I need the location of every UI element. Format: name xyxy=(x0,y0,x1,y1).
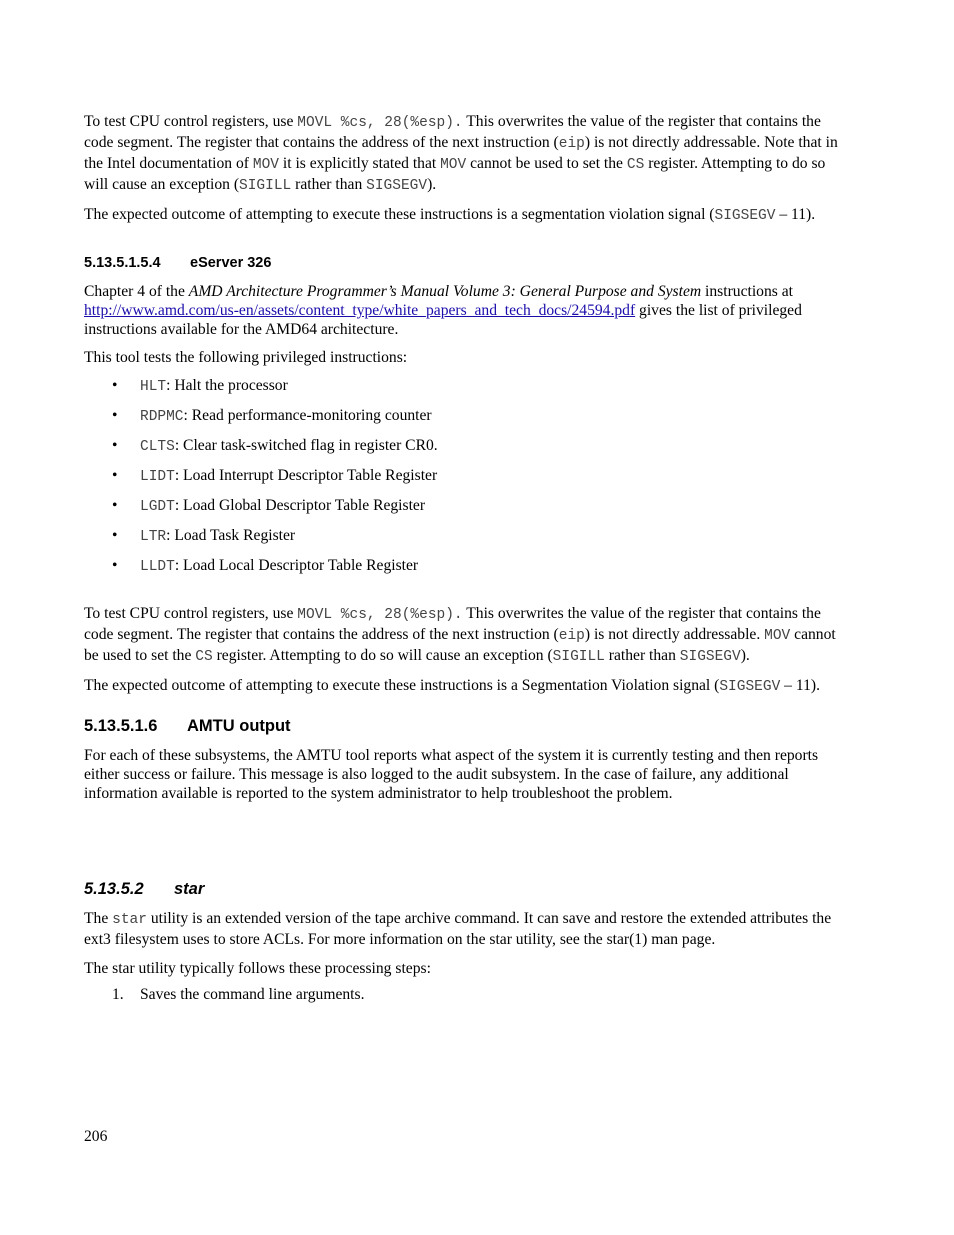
instruction-item xyxy=(84,436,844,466)
instruction-code: LIDT xyxy=(140,469,175,485)
instruction-code: RDPMC xyxy=(140,409,184,425)
bullet-icon: • xyxy=(112,527,118,544)
instruction-separator: : xyxy=(183,407,192,424)
paragraph-amd-manual: Chapter 4 of the AMD Architecture Programmer’s Manual Volume 3: General Purpose and System instructions at http://www.amd.com/us-en/assets/content_type/white_papers_and_tech_docs/24594.pdf gives the list of privileged instructions available for the AMD64 architecture. xyxy=(84,283,802,338)
code-mov: MOV xyxy=(440,157,467,173)
instruction-item xyxy=(84,376,844,406)
paragraph-star-steps: The star utility typically follows these processing steps: xyxy=(84,960,431,977)
privileged-instruction-list xyxy=(84,376,844,586)
instruction-separator: : xyxy=(174,437,184,454)
list-item xyxy=(84,985,844,1005)
bullet-icon: • xyxy=(112,557,118,574)
book-title: AMD Architecture Programmer’s Manual Volume 3: General Purpose and System xyxy=(188,283,702,300)
code-sigsegv: SIGSEGV xyxy=(366,178,428,194)
instruction-description: Load Global Descriptor Table Register xyxy=(183,497,426,514)
instruction-description: Read performance-monitoring counter xyxy=(191,407,432,424)
heading-number: 5.13.5.1.5.4 xyxy=(84,255,161,271)
code-sigsegv: SIGSEGV xyxy=(714,208,776,224)
code-mov: MOV xyxy=(764,628,791,644)
heading-title: eServer 326 xyxy=(190,255,272,271)
page-number: 206 xyxy=(84,1128,108,1145)
code-movl: MOVL %cs, 28(%esp). xyxy=(297,607,463,623)
bullet-icon: • xyxy=(112,437,118,454)
step-number: 1. xyxy=(112,986,124,1003)
code-movl: MOVL %cs, 28(%esp). xyxy=(297,115,463,131)
instruction-code: LTR xyxy=(140,529,167,545)
paragraph-expected-outcome-2: The expected outcome of attempting to execute these instructions is a Segmentation Violation signal (SIGSEGV – 11). xyxy=(84,677,820,695)
code-cs: CS xyxy=(195,649,213,665)
heading-number: 5.13.5.2 xyxy=(84,880,144,898)
bullet-icon: • xyxy=(112,467,118,484)
code-sigill: SIGILL xyxy=(239,178,292,194)
paragraph-star-utility: The star utility is an extended version of the tape archive command. It can save and restore the extended attributes the ext3 filesystem uses to store ACLs. For more information on the star utility, see the star(1) man page. xyxy=(84,910,832,948)
instruction-item xyxy=(84,556,844,586)
instruction-code: LGDT xyxy=(140,499,175,515)
paragraph-tool-tests: This tool tests the following privileged instructions: xyxy=(84,349,408,366)
bullet-icon: • xyxy=(112,407,118,424)
document-page xyxy=(84,112,844,1005)
instruction-code: CLTS xyxy=(140,439,175,455)
instruction-description: Load Task Register xyxy=(174,527,296,544)
instruction-description: Clear task-switched flag in register CR0. xyxy=(183,437,438,454)
instruction-separator: : xyxy=(174,497,184,514)
amd-manual-link[interactable]: http://www.amd.com/us-en/assets/content_type/white_papers_and_tech_docs/24594.pdf xyxy=(84,302,636,319)
code-sigsegv: SIGSEGV xyxy=(679,649,741,665)
code-mov: MOV xyxy=(252,157,279,173)
heading-eserver-326 xyxy=(84,253,844,273)
paragraph-expected-outcome-1: The expected outcome of attempting to execute these instructions is a segmentation violation signal (SIGSEGV – 11). xyxy=(84,206,816,224)
instruction-description: Halt the processor xyxy=(174,377,288,394)
instruction-code: LLDT xyxy=(140,559,175,575)
code-eip: eip xyxy=(558,136,585,152)
code-star: star xyxy=(112,912,147,928)
code-cs: CS xyxy=(626,157,645,173)
instruction-item xyxy=(84,406,844,436)
paragraph-cpu-control-intel: To test CPU control registers, use MOVL %cs, 28(%esp). This overwrites the value of the register that contains the code segment. The register that contains the address of the next instruction (eip) is not directly addressable. Note that in the Intel documentation of MOV it is explicitly stated that MOV cannot be used to set the CS register. Attempting to do so will cause an exception (SIGILL rather than SIGSEGV). xyxy=(84,113,838,194)
instruction-separator: : xyxy=(174,467,184,484)
bullet-icon: • xyxy=(112,497,118,514)
processing-steps-list xyxy=(84,985,844,1005)
instruction-item xyxy=(84,526,844,556)
heading-number: 5.13.5.1.6 xyxy=(84,717,158,735)
paragraph-cpu-control-2: To test CPU control registers, use MOVL %cs, 28(%esp). This overwrites the value of the register that contains the code segment. The register that contains the address of the next instruction (eip) is not directly addressable. MOV cannot be used to set the CS register. Attempting to do so will cause an exception (SIGILL rather than SIGSEGV). xyxy=(84,605,836,665)
instruction-code: HLT xyxy=(140,379,167,395)
instruction-description: Load Interrupt Descriptor Table Register xyxy=(183,467,438,484)
instruction-description: Load Local Descriptor Table Register xyxy=(183,557,419,574)
code-sigsegv: SIGSEGV xyxy=(719,679,781,695)
code-sigill: SIGILL xyxy=(552,649,605,665)
instruction-separator: : xyxy=(166,527,175,544)
step-text: Saves the command line arguments. xyxy=(140,986,365,1003)
instruction-separator: : xyxy=(166,377,175,394)
instruction-separator: : xyxy=(174,557,184,574)
heading-star xyxy=(84,879,844,899)
heading-amtu-output xyxy=(84,716,844,736)
bullet-icon: • xyxy=(112,377,118,394)
code-eip: eip xyxy=(558,628,585,644)
heading-title: AMTU output xyxy=(187,717,291,735)
instruction-item xyxy=(84,496,844,526)
heading-title: star xyxy=(174,880,205,898)
instruction-item xyxy=(84,466,844,496)
paragraph-amtu-output: For each of these subsystems, the AMTU tool reports what aspect of the system it is currently testing and then reports either success or failure. This message is also logged to the audit subsystem. In the case of failure, any additional information available is reported to the system administrator to help troubleshoot the problem. xyxy=(84,747,819,802)
